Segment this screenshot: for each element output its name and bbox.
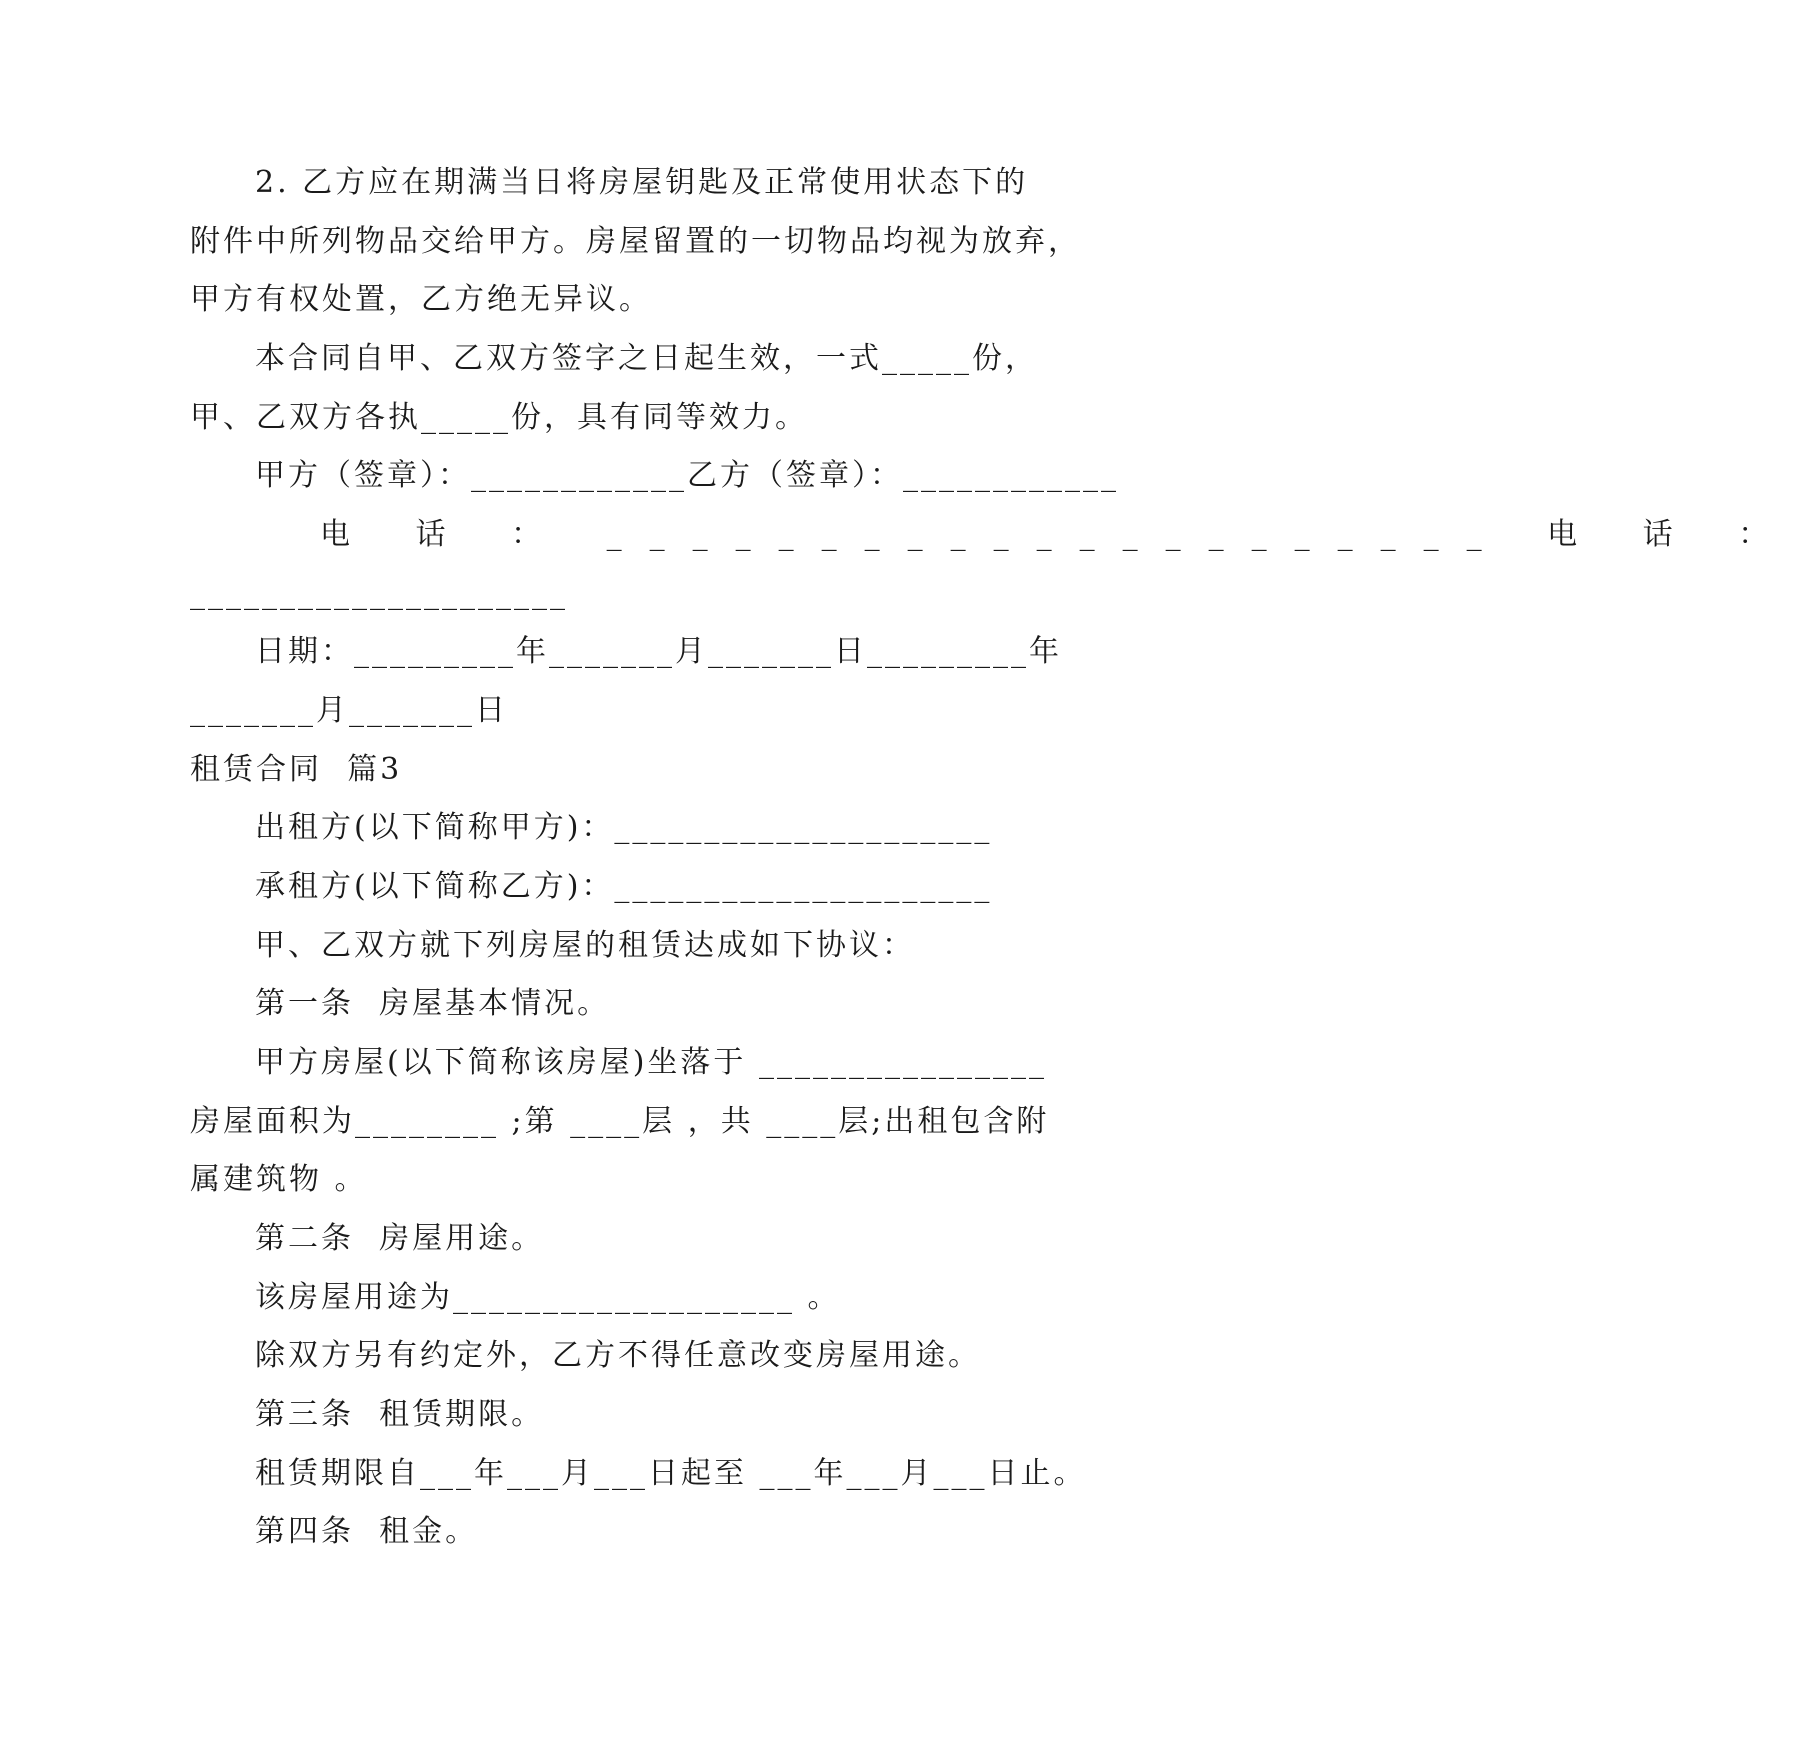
- date-line: 日期：_________年_______月_______日_________年: [255, 634, 1062, 669]
- text-line: 属建筑物 。: [190, 1162, 368, 1197]
- text-line: 出租方(以下简称甲方)：_____________________: [255, 810, 993, 845]
- text-line: 承租方(以下简称乙方)：_____________________: [255, 869, 993, 904]
- text-line: 除双方另有约定外，乙方不得任意改变房屋用途。: [255, 1338, 981, 1373]
- text-line: 甲方有权处置，乙方绝无异议。: [190, 282, 652, 317]
- article-heading: 第二条 房屋用途。: [255, 1221, 545, 1256]
- text-line: 2. 乙方应在期满当日将房屋钥匙及正常使用状态下的: [255, 165, 1029, 200]
- text-line: _______月_______日: [190, 693, 508, 728]
- phone-line: 电 话 ： _____________________ 电 话 ：: [320, 517, 1796, 552]
- text-line: 甲、乙双方各执_____份，具有同等效力。: [190, 400, 808, 435]
- signature-line: 甲方（签章）：____________乙方（签章）：____________: [255, 458, 1119, 493]
- text-line: _____________________: [190, 576, 568, 611]
- article-heading: 第一条 房屋基本情况。: [255, 986, 611, 1021]
- article-heading: 第四条 租金。: [255, 1514, 479, 1549]
- text-line: 该房屋用途为___________________ 。: [255, 1280, 841, 1315]
- text-line: 本合同自甲、乙双方签字之日起生效，一式_____份，: [255, 341, 1038, 376]
- text-line: 甲方房屋(以下简称该房屋)坐落于 ________________: [255, 1045, 1047, 1080]
- article-heading: 第三条 租赁期限。: [255, 1397, 545, 1432]
- text-line: 附件中所列物品交给甲方。房屋留置的一切物品均视为放弃，: [190, 224, 1081, 259]
- text-line: 租赁期限自___年___月___日起至 ___年___月___日止。: [255, 1456, 1087, 1491]
- section-heading: 租赁合同 篇3: [190, 752, 403, 787]
- text-line: 房屋面积为________ ;第 ____层 ，共 ____层;出租包含附: [190, 1104, 1050, 1139]
- text-line: 甲、乙双方就下列房屋的租赁达成如下协议：: [255, 928, 915, 963]
